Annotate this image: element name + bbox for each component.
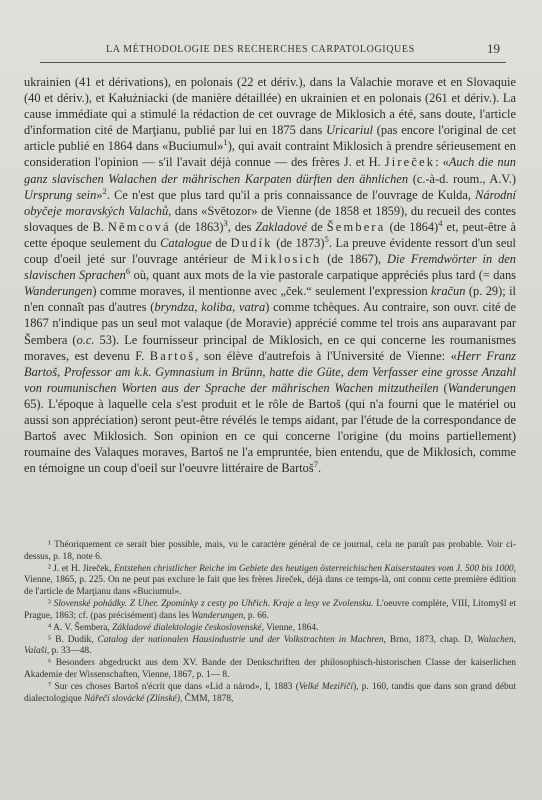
footnote-1: ¹ Théoriquement ce serait bier possible, mais, vu le caractère général de ce journal, cela ne paraît pas probable. Voir ci-dessus, p. 18, note 6. — [24, 540, 516, 562]
footnote-ref: 2 — [102, 185, 107, 196]
running-title: LA MÉTHODOLOGIE DES RECHERCHES CARPATOLOGIQUES — [106, 44, 415, 55]
footnotes — [24, 540, 516, 706]
footnote-7: ⁷ Sur ces choses Bartoš n'écrit que dans «Lid a národ», I, 1883 (Velké Meziříčí), p. 160, tandis que dans son grand début dialectologique Nářečí slovácké (Zlinské), ČMM, 1878, — [24, 682, 516, 704]
footnote-ref: 4 — [438, 217, 443, 228]
footnote-ref: 3 — [223, 217, 228, 228]
running-header — [40, 40, 502, 60]
footnote-ref: 6 — [125, 266, 131, 276]
footnote-3: ³ Slovenské pohádky. Z Uher. Zpomínky z cesty po Uhřích. Kraje a lesy ve Zvolensku. L'oeuvre complète, VIII, Litomyšl et Prague, 1863; cf. (pas précisément) dans les Wanderungen, p. 66. — [24, 598, 517, 621]
header-rule — [40, 62, 506, 63]
footnote-ref: 7 — [313, 459, 319, 470]
footnote-5: ⁵ B. Dudík, Catalog der nationalen Hausindustrie und der Volkstrachten in Machren, Brno, 1873, chap. D, Walachen, Valaši, p. 33—48. — [24, 634, 516, 657]
main-text — [24, 74, 516, 476]
footnote-2: ² J. et H. Jireček, Entstehen christlicher Reiche im Gebiete des heutigen österreichischen Kaiserstaates vom J. 500 bis 1000, Vienne, 1865, p. 225. On ne peut pas exclure le fait que les frères Jireček, déjà dans ce temps-là, ont connu cette première édition de l'article de Marţianu dans «Buciumul». — [24, 563, 516, 597]
footnote-4: ⁴ A. V. Šembera, Základové dialektologie československé, Vienne, 1864. — [48, 622, 319, 633]
page-number: 19 — [487, 41, 500, 56]
footnote-ref: 5 — [324, 233, 329, 244]
footnote-6: ⁶ Besonders abgedruckt aus dem XV. Bande der Denkschriften der philosophisch-historischen Classe der kaiserlichen Akademie der Wissenschaften, Vienne, 1867, p. 1— 8. — [24, 658, 516, 681]
paragraph: ukrainien (41 et dérivations), en polonais (22 et dériv.), dans la Valachie morave et en Slovaquie (40 et dériv.), et Kałużniacki (de manière détaillée) en ukrainien et en polonais (261 et dériv.). La cause immédiate qui a stimulé la rédaction de cet ouvrage de Miklosich a été, sans doute, l'article d'information cité de Marţianu, publié par lui en 1875 dans Uricariul (pas encore l'original de cet article publié en 1864 dans «Buciumul»$^1$), qui avait contraint Miklosich à prendre sérieusement en consideration l'opinion — s'il l'avait déjà connue — des frères J. et H. Jireček: «Auch die nun ganz slavischen Walachen der mährischen Karpaten dürften den ähnlichen (c.-à-d. roum., A.V.) Ursprung sein»$^2$. Ce n'est que plus tard qu'il a pris connaissance de l'ouvrage de Kulda, Národní obyčeje moravských Valachů, dans «Světozor» de Vienne (de 1858 et 1859), du recueil des contes slovaques de B. Němcová (de 1863)$^3$, des Zakladové de Šembera (de 1864)$^4$ et, peut-être à cette époque seulement du Catalogue de Dudík (de 1873)$^5$. La preuve évidente ressort d'un seul coup d'oeil jeté sur l'ouvrage antérieur de Miklosich (de 1867), Die Fremdwörter in den slavischen Sprachen$^6$ où, quant aux mots de la vie pastorale carpatique appréciés plus tard (= dans Wanderungen) comme moraves, il mentionne avec „ček.“ seulement l'expression kračun (p. 29); il n'en connaît pas d'autres (bryndza, koliba, vatra) comme tchèques. Au contraire, son ouvr. cité de 1867 n'indique pas un seul mot valaque (de Moravie) apprécié comme tel trois ans auparavant par Šembera (o.c. 53). Le fournisseur principal de Miklosich, en ce qui concerne les roumanismes moraves, est devenu F. Bartoš, son élève d'autrefois à l'Université de Vienne: «Herr Franz Bartoš, Professor am k.k. Gymnasium in Brünn, hatte die Güte, dem Verfasser eine grosse Anzahl von roumunischen Worten aus der Sprache der mährischen Wachen mitzutheilen (Wanderungen 65). L'époque à laquelle cela s'est produit et le rôle de Bartoš (qui n'a fourni que le matériel ou aussi son appréciation) seront peut-être révélés le temps aidant, par l'étude de la correspondance de Bartoš avec Miklosich. Son opinion en ce qui concerne l'origine (du moins partiellement) roumaine des Valaques moraves, Bartoš ne l'a empruntée, bien entendu, que de Miklosich, comme en témoigne un coup d'oeil sur l'oeuvre littéraire de Bartoš$^7$. — [24, 75, 517, 476]
footnote-ref: 1 — [223, 137, 228, 148]
